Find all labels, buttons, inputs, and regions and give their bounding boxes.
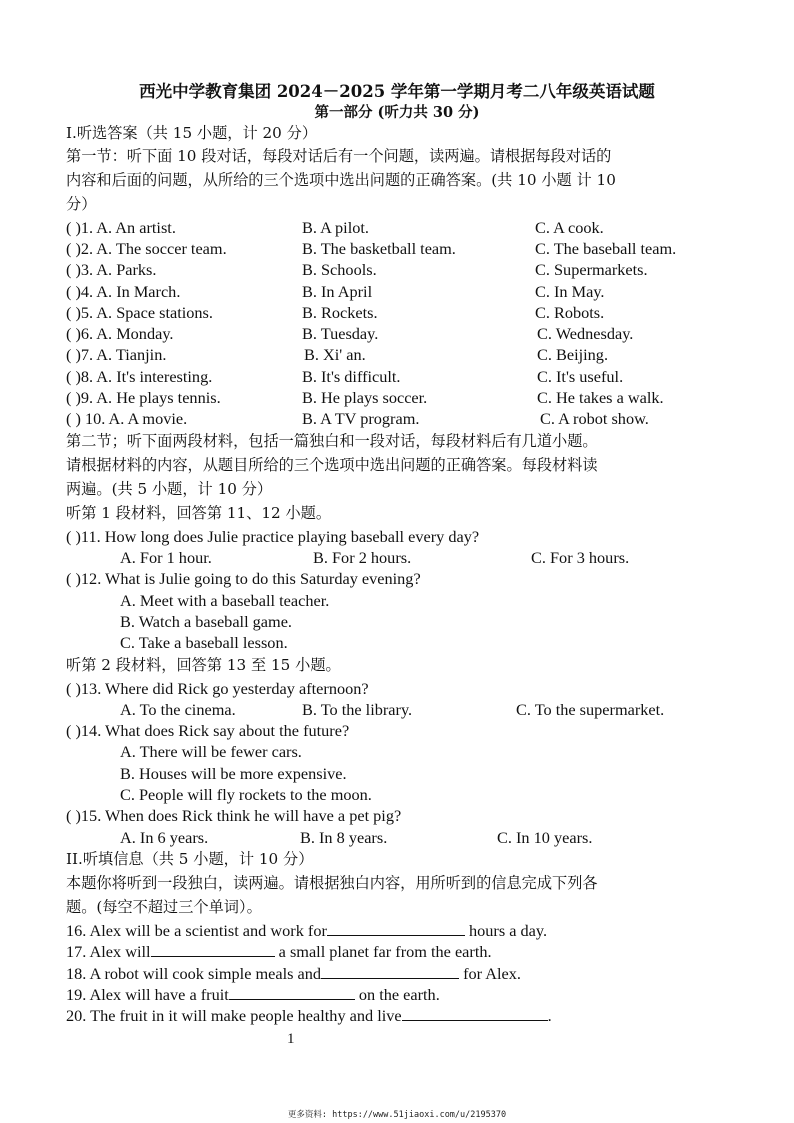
question-option-b: B. Tuesday. (302, 324, 379, 343)
fill-blank-item (66, 963, 521, 984)
part2-intro-line: 第二节；听下面两段材料，包括一篇独白和一段对话，每段材料后有几道小题。 (66, 432, 598, 450)
question-option-a: A. In 6 years. (120, 828, 209, 847)
section2-heading: II.听填信息（共 5 小题，计 10 分） (66, 850, 314, 868)
question-option-b: B. In April (302, 282, 373, 301)
question-option-c: C. It's useful. (537, 367, 624, 386)
page-subtitle: 第一部分 (听力共 30 分) (314, 104, 480, 121)
question-stem: ( )11. How long does Julie practice playing baseball every day? (66, 527, 480, 546)
question-option-c: C. Supermarkets. (535, 260, 648, 279)
part1-intro-line: 第一节：听下面 10 段对话，每段对话后有一个问题，读两遍。请根据每段对话的 (66, 147, 612, 165)
section2-intro-line: 本题你将听到一段独白，读两遍。请根据独白内容，用所听到的信息完成下列各 (66, 874, 598, 892)
question-option-c: C. To the supermarket. (516, 700, 665, 719)
question-option-b: B. Xi' an. (304, 345, 366, 364)
question-option-c: C. Wednesday. (537, 324, 634, 343)
fill-blank-item (66, 984, 440, 1005)
question-option-c: C. Take a baseball lesson. (120, 633, 288, 652)
question-option-b: B. He plays soccer. (302, 388, 428, 407)
fill-blank-text: 20. The fruit in it will make people healthy and live (66, 1006, 402, 1025)
fill-blank-item (66, 1005, 552, 1026)
question-option-c: C. Beijing. (537, 345, 609, 364)
section1-heading: I.听选答案（共 15 小题，计 20 分） (66, 124, 318, 142)
fill-blank-text: 16. Alex will be a scientist and work for (66, 921, 327, 940)
fill-blank-text: 17. Alex will (66, 942, 151, 961)
question-option-a: ( )2. A. The soccer team. (66, 239, 227, 258)
part1-intro-line: 内容和后面的问题，从所给的三个选项中选出问题的正确答案。(共 10 小题 计 10 (66, 171, 616, 189)
fill-blank-text: a small planet far from the earth. (274, 942, 492, 961)
question-option-c: C. In 10 years. (497, 828, 593, 847)
question-option-a: A. There will be fewer cars. (120, 742, 302, 761)
answer-blank[interactable] (321, 964, 459, 979)
fill-blank-text: 18. A robot will cook simple meals and (66, 964, 322, 983)
answer-blank[interactable] (229, 985, 355, 1000)
question-option-a: ( )4. A. In March. (66, 282, 181, 301)
question-option-b: B. To the library. (302, 700, 413, 719)
question-option-c: C. A robot show. (540, 409, 649, 428)
part2-intro-line: 两遍。(共 5 小题，计 10 分） (66, 480, 273, 498)
question-option-b: B. A pilot. (302, 218, 369, 237)
question-option-b: B. Rockets. (302, 303, 378, 322)
question-option-b: B. The basketball team. (302, 239, 456, 258)
footer-link[interactable]: 更多资料: https://www.51jiaoxi.com/u/2195370 (287, 1110, 507, 1120)
material-heading: 听第 2 段材料，回答第 13 至 15 小题。 (66, 656, 341, 674)
question-option-a: ( )1. A. An artist. (66, 218, 176, 237)
question-option-c: C. For 3 hours. (531, 548, 630, 567)
part2-intro-line: 请根据材料的内容，从题目所给的三个选项中选出问题的正确答案。每段材料读 (66, 456, 598, 474)
fill-blank-text: on the earth. (354, 985, 440, 1004)
question-option-c: C. He takes a walk. (537, 388, 664, 407)
question-option-b: B. It's difficult. (302, 367, 401, 386)
question-option-c: C. In May. (535, 282, 605, 301)
question-stem: ( )13. Where did Rick go yesterday afternoon? (66, 679, 369, 698)
question-option-a: A. For 1 hour. (120, 548, 212, 567)
answer-blank[interactable] (327, 921, 465, 936)
question-option-b: B. Houses will be more expensive. (120, 764, 347, 783)
page-title: 西光中学教育集团 2024－2025 学年第一学期月考二八年级英语试题 (139, 82, 655, 101)
question-stem: ( )12. What is Julie going to do this Saturday evening? (66, 569, 421, 588)
fill-blank-text: . (547, 1006, 552, 1025)
question-option-a: ( )9. A. He plays tennis. (66, 388, 221, 407)
question-option-c: C. People will fly rockets to the moon. (120, 785, 372, 804)
fill-blank-item (66, 941, 492, 962)
question-option-a: ( )7. A. Tianjin. (66, 345, 167, 364)
question-option-c: C. A cook. (535, 218, 604, 237)
question-option-a: ( )3. A. Parks. (66, 260, 157, 279)
question-option-a: A. Meet with a baseball teacher. (120, 591, 330, 610)
question-stem: ( )14. What does Rick say about the future? (66, 721, 350, 740)
question-option-b: B. In 8 years. (300, 828, 388, 847)
question-option-c: C. The baseball team. (535, 239, 677, 258)
question-option-a: A. To the cinema. (120, 700, 236, 719)
part1-intro-line: 分） (66, 195, 97, 213)
question-option-a: ( )8. A. It's interesting. (66, 367, 213, 386)
question-option-b: B. A TV program. (302, 409, 420, 428)
question-option-a: ( ) 10. A. A movie. (66, 409, 188, 428)
question-option-b: B. Watch a baseball game. (120, 612, 292, 631)
page-number: 1 (287, 1031, 295, 1047)
question-option-a: ( )6. A. Monday. (66, 324, 174, 343)
fill-blank-text: 19. Alex will have a fruit (66, 985, 229, 1004)
question-option-b: B. For 2 hours. (313, 548, 412, 567)
question-option-c: C. Robots. (535, 303, 605, 322)
fill-blank-text: hours a day. (464, 921, 548, 940)
answer-blank[interactable] (402, 1006, 548, 1021)
question-option-a: ( )5. A. Space stations. (66, 303, 213, 322)
fill-blank-item (66, 920, 547, 941)
question-option-b: B. Schools. (302, 260, 377, 279)
material-heading: 听第 1 段材料，回答第 11、12 小题。 (66, 504, 332, 522)
question-stem: ( )15. When does Rick think he will have a pet pig? (66, 806, 402, 825)
section2-intro-line: 题。(每空不超过三个单词）。 (66, 898, 262, 916)
fill-blank-text: for Alex. (459, 964, 521, 983)
answer-blank[interactable] (151, 942, 275, 957)
